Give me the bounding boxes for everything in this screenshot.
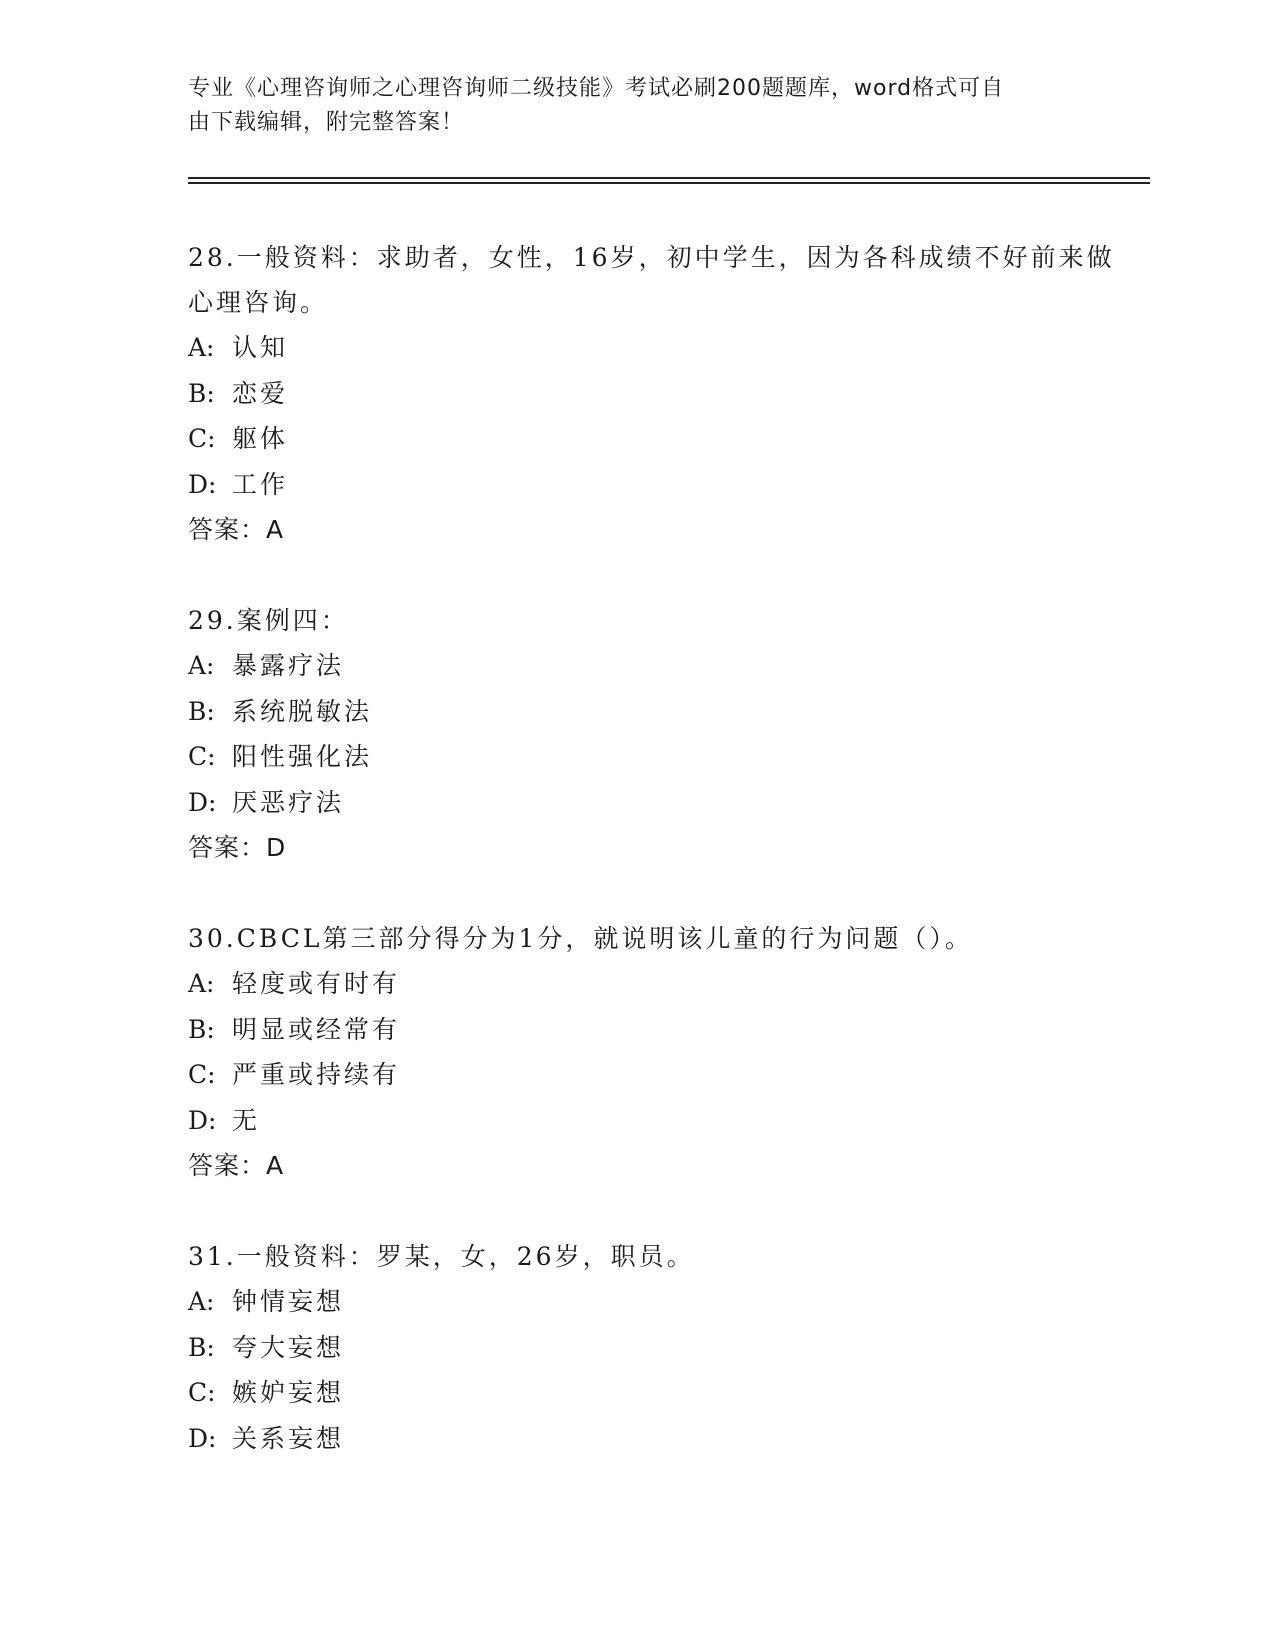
option-letter: B: xyxy=(188,1332,215,1362)
question-stem: 31.一般资料：罗某，女，26岁，职员。 xyxy=(188,1242,695,1271)
question-stem: 29.案例四： xyxy=(188,606,349,635)
question-list xyxy=(188,235,1118,1507)
option-text: 系统脱敏法 xyxy=(232,696,373,726)
option-text: 关系妄想 xyxy=(232,1423,345,1453)
intro-line-2: 由下载编辑，附完整答案！ xyxy=(188,110,465,135)
option-b xyxy=(188,1007,1118,1053)
option-letter: B: xyxy=(188,378,215,408)
option-letter: A: xyxy=(188,333,215,362)
option-d xyxy=(188,1098,1118,1144)
question-29 xyxy=(188,598,1118,870)
intro-line-1: 专业《心理咨询师之心理咨询师二级技能》考试必刷200题题库，word格式可自 xyxy=(188,76,1005,101)
option-text: 阳性强化法 xyxy=(232,742,373,771)
option-a xyxy=(188,961,1118,1007)
question-stem: 28.一般资料：求助者，女性，16岁，初中学生，因为各科成绩不好前来做心理咨询。 xyxy=(188,243,1115,317)
question-30 xyxy=(188,916,1118,1188)
option-text: 躯体 xyxy=(232,424,289,453)
option-letter: A: xyxy=(188,1287,215,1316)
option-text: 工作 xyxy=(232,469,289,499)
option-d xyxy=(188,462,1118,508)
option-b xyxy=(188,689,1118,735)
option-text: 恋爱 xyxy=(232,378,289,408)
option-letter: C: xyxy=(188,1060,216,1089)
option-a xyxy=(188,325,1118,371)
option-letter: A: xyxy=(188,969,215,998)
header-divider-bottom xyxy=(188,182,1150,184)
option-c xyxy=(188,416,1118,462)
option-letter: D: xyxy=(188,469,217,499)
answer-line: 答案：A xyxy=(188,1151,285,1180)
option-b xyxy=(188,371,1118,417)
option-letter: B: xyxy=(188,1014,215,1044)
option-letter: D: xyxy=(188,1423,217,1453)
option-letter: C: xyxy=(188,424,216,453)
header-divider-top xyxy=(188,177,1150,179)
option-letter: D: xyxy=(188,787,217,817)
option-text: 严重或持续有 xyxy=(232,1060,401,1089)
option-text: 钟情妄想 xyxy=(232,1287,345,1316)
option-c xyxy=(188,1370,1118,1416)
option-text: 暴露疗法 xyxy=(232,651,345,680)
answer-line: 答案：A xyxy=(188,515,285,544)
option-letter: B: xyxy=(188,696,215,726)
option-c xyxy=(188,734,1118,780)
option-text: 厌恶疗法 xyxy=(232,787,345,817)
option-letter: D: xyxy=(188,1105,217,1135)
document-intro xyxy=(188,72,1068,140)
option-text: 无 xyxy=(232,1105,261,1135)
option-text: 嫉妒妄想 xyxy=(232,1378,345,1407)
option-text: 认知 xyxy=(232,333,289,362)
option-d xyxy=(188,780,1118,826)
question-28 xyxy=(188,235,1118,552)
option-text: 夸大妄想 xyxy=(232,1332,345,1362)
option-letter: C: xyxy=(188,1378,216,1407)
option-letter: C: xyxy=(188,742,216,771)
option-a xyxy=(188,1279,1118,1325)
question-stem: 30.CBCL第三部分得分为1分，就说明该儿童的行为问题（）。 xyxy=(188,924,973,953)
option-d xyxy=(188,1416,1118,1462)
option-a xyxy=(188,643,1118,689)
option-c xyxy=(188,1052,1118,1098)
option-b xyxy=(188,1325,1118,1371)
option-letter: A: xyxy=(188,651,215,680)
option-text: 明显或经常有 xyxy=(232,1014,401,1044)
option-text: 轻度或有时有 xyxy=(232,969,401,998)
answer-line: 答案：D xyxy=(188,833,287,862)
question-31 xyxy=(188,1234,1118,1461)
